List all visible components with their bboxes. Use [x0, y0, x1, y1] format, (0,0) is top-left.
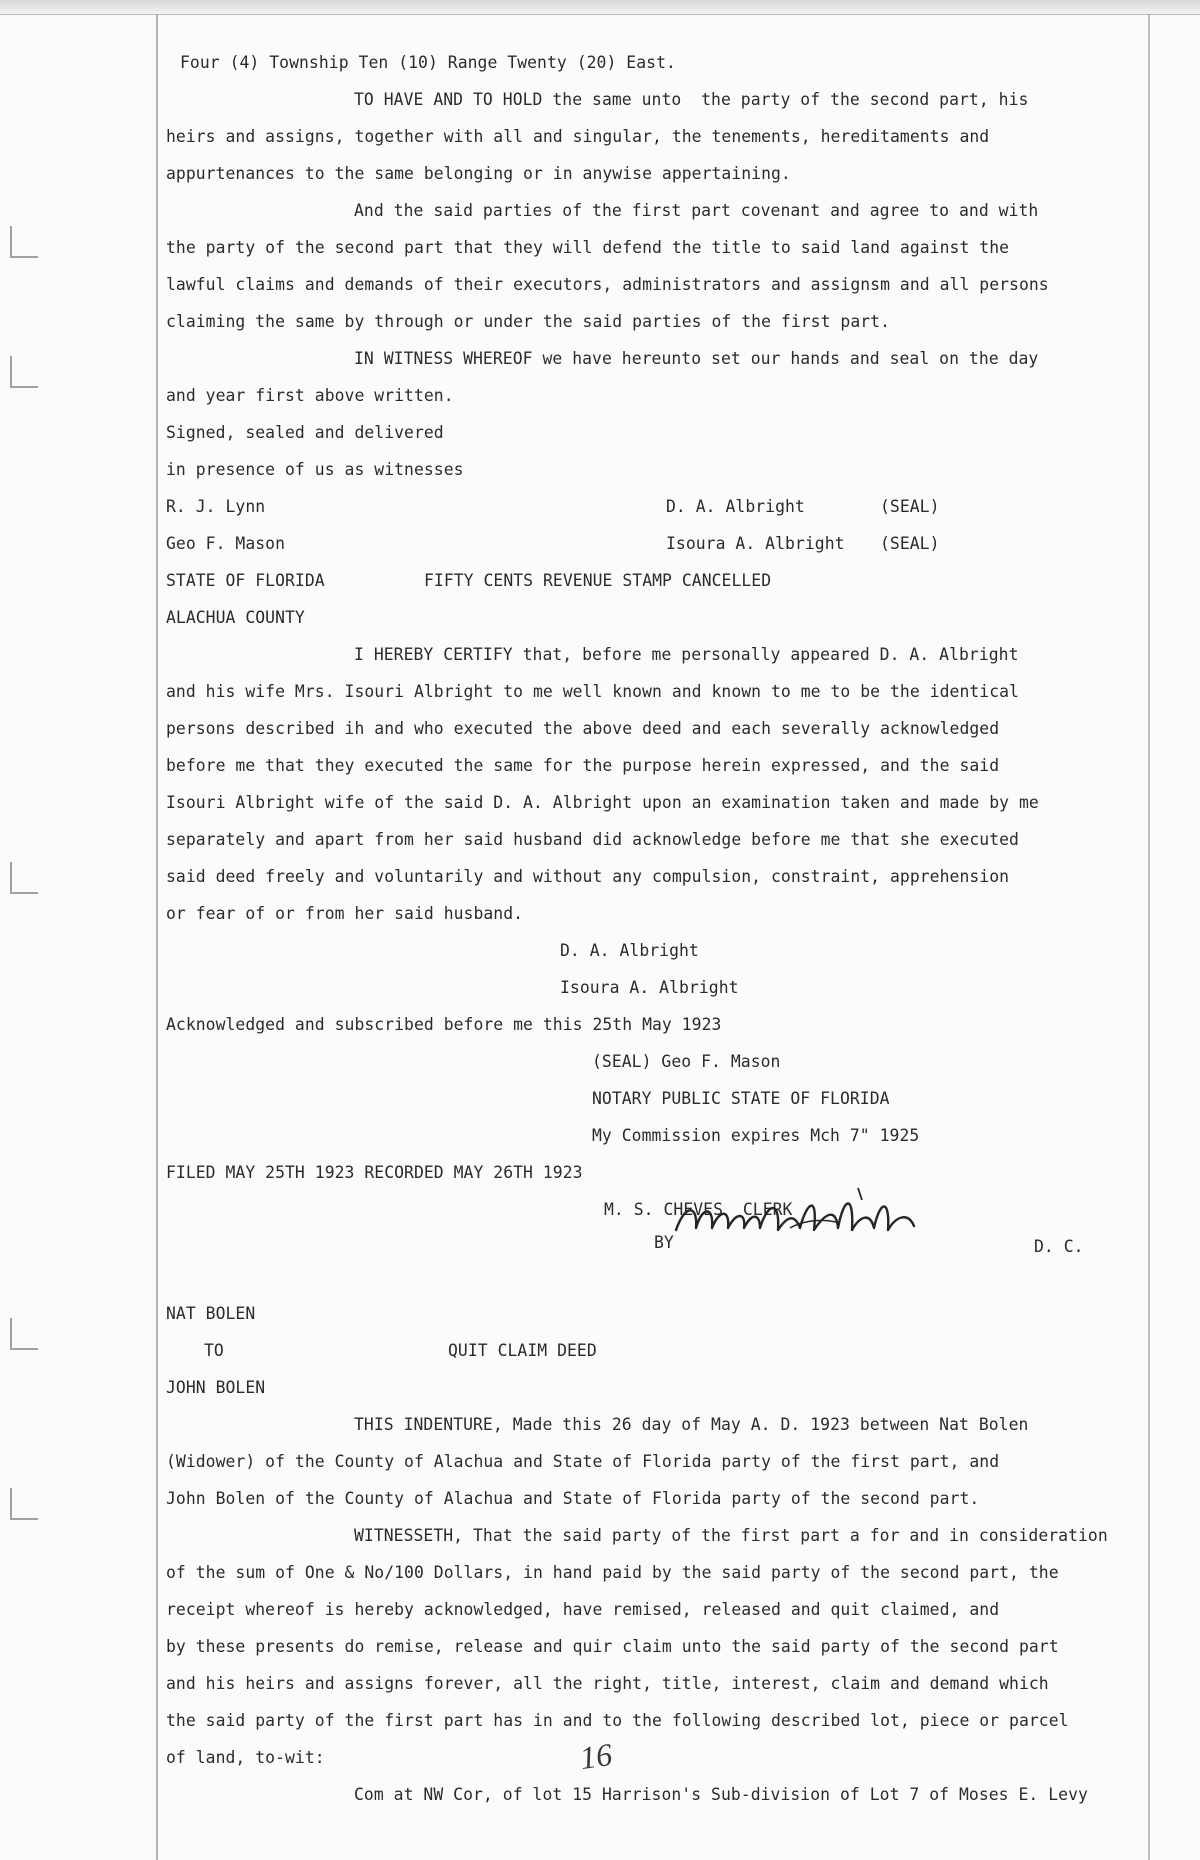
deed-line: claiming the same by through or under the said parties of the first part. — [166, 312, 891, 331]
deed-line: and year first above written. — [166, 386, 454, 405]
notary-line: (SEAL) Geo F. Mason — [592, 1052, 781, 1071]
certificate-line: persons described ih and who executed the above deed and each severally acknowledged — [166, 719, 1000, 738]
clerk-signature — [668, 1182, 920, 1252]
indenture-line: by these presents do remise, release and quir claim unto the said party of the second part — [166, 1637, 1059, 1656]
to-label: TO — [204, 1341, 224, 1360]
clerk-line: M. S. CHEVES CLERK — [604, 1200, 793, 1219]
binding-mark — [10, 356, 38, 388]
certificate-line: Isouri Albright wife of the said D. A. Albright upon an examination taken and made by me — [166, 793, 1039, 812]
certificate-line: and his wife Mrs. Isouri Albright to me well known and known to me to be the identical — [166, 682, 1019, 701]
indenture-line: and his heirs and assigns forever, all the right, title, interest, claim and demand which — [166, 1674, 1049, 1693]
deed-line: IN WITNESS WHEREOF we have hereunto set our hands and seal on the day — [354, 349, 1039, 368]
witness-name: R. J. Lynn — [166, 497, 266, 516]
certificate-line: before me that they executed the same for the purpose herein expressed, and the said — [166, 756, 1000, 775]
certificate-line: said deed freely and voluntarily and without any compulsion, constraint, apprehension — [166, 867, 1010, 886]
left-margin-rule — [156, 14, 158, 1860]
indenture-line: THIS INDENTURE, Made this 26 day of May A. D. 1923 between Nat Bolen — [354, 1415, 1029, 1434]
indenture-line: of the sum of One & No/100 Dollars, in hand paid by the said party of the second part, the — [166, 1563, 1059, 1582]
binding-mark — [10, 1318, 38, 1350]
deed-title: QUIT CLAIM DEED — [448, 1341, 597, 1360]
deed-line: Signed, sealed and delivered — [166, 423, 444, 442]
seal-label: (SEAL) — [880, 534, 940, 553]
notary-line: NOTARY PUBLIC STATE OF FLORIDA — [592, 1089, 890, 1108]
acknowledgement-line: Acknowledged and subscribed before me this 25th May 1923 — [166, 1015, 722, 1034]
notary-line: My Commission expires Mch 7" 1925 — [592, 1126, 920, 1145]
certificate-line: separately and apart from her said husband did acknowledge before me that she executed — [166, 830, 1019, 849]
indenture-line: John Bolen of the County of Alachua and State of Florida party of the second part. — [166, 1489, 980, 1508]
indenture-line: WITNESSETH, That the said party of the first part a for and in consideration — [354, 1526, 1108, 1545]
deed-line: appurtenances to the same belonging or in anywise appertaining. — [166, 164, 791, 183]
indenture-line: of land, to-wit: — [166, 1748, 325, 1767]
seal-label: (SEAL) — [880, 497, 940, 516]
signer-name: Isoura A. Albright — [666, 534, 845, 553]
indenture-line: receipt whereof is hereby acknowledged, have remised, released and quit claimed, and — [166, 1600, 1000, 1619]
certificate-signer: Isoura A. Albright — [560, 978, 739, 997]
page-top-edge — [0, 0, 1200, 15]
deed-line: heirs and assigns, together with all and singular, the tenements, hereditaments and — [166, 127, 990, 146]
signer-name: D. A. Albright — [666, 497, 805, 516]
binding-mark — [10, 226, 38, 258]
deed-line: TO HAVE AND TO HOLD the same unto the party of the second part, his — [354, 90, 1029, 109]
right-margin-rule — [1148, 14, 1150, 1860]
filing-record: FILED MAY 25TH 1923 RECORDED MAY 26TH 1923 — [166, 1163, 583, 1182]
witness-name: Geo F. Mason — [166, 534, 286, 553]
deputy-clerk-label: D. C. — [1034, 1237, 1084, 1256]
deed-line: the party of the second part that they will defend the title to said land against the — [166, 238, 1010, 257]
binding-mark — [10, 862, 38, 894]
deed-line: And the said parties of the first part covenant and agree to and with — [354, 201, 1039, 220]
indenture-line: the said party of the first part has in and to the following described lot, piece or parcel — [166, 1711, 1069, 1730]
certificate-signer: D. A. Albright — [560, 941, 699, 960]
indenture-line: Com at NW Cor, of lot 15 Harrison's Sub-division of Lot 7 of Moses E. Levy — [354, 1785, 1088, 1804]
certificate-line: or fear of or from her said husband. — [166, 904, 524, 923]
grantee-name: JOHN BOLEN — [166, 1378, 266, 1397]
deed-line: lawful claims and demands of their executors, administrators and assignsm and all persons — [166, 275, 1049, 294]
deed-line: in presence of us as witnesses — [166, 460, 464, 479]
state-heading: STATE OF FLORIDA — [166, 571, 325, 590]
handwritten-page-number: 16 — [577, 1735, 615, 1777]
county-heading: ALACHUA COUNTY — [166, 608, 305, 627]
by-label: BY — [654, 1233, 674, 1252]
binding-mark — [10, 1488, 38, 1520]
revenue-stamp-note: FIFTY CENTS REVENUE STAMP CANCELLED — [424, 571, 772, 590]
certificate-line: I HEREBY CERTIFY that, before me personally appeared D. A. Albright — [354, 645, 1019, 664]
indenture-line: (Widower) of the County of Alachua and State of Florida party of the first part, and — [166, 1452, 1000, 1471]
grantor-name: NAT BOLEN — [166, 1304, 256, 1323]
deed-line: Four (4) Township Ten (10) Range Twenty (20) East. — [180, 53, 676, 72]
